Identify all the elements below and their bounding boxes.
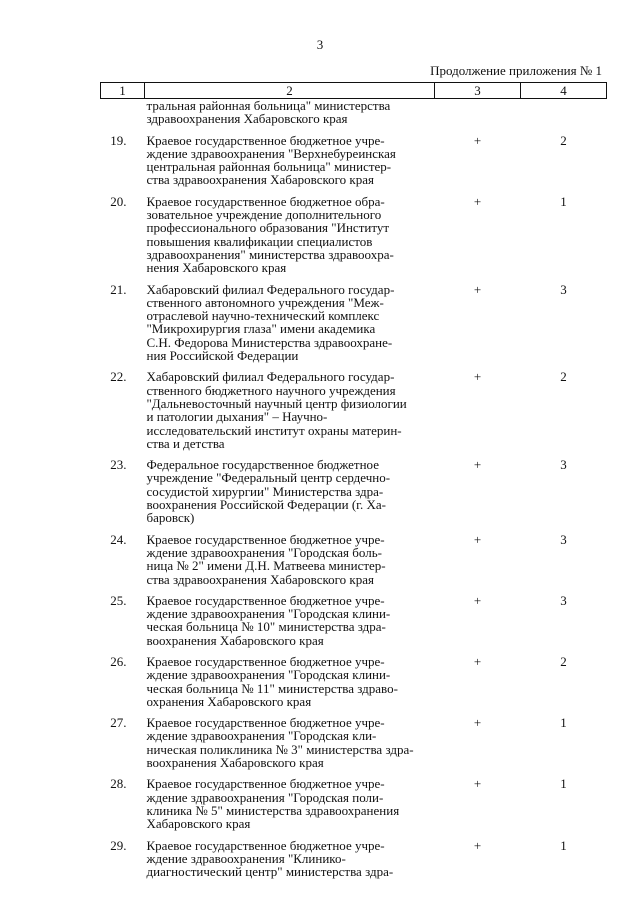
column-4-count: 3 xyxy=(560,531,567,547)
institution-name-line: баровск) xyxy=(146,510,195,526)
table-row xyxy=(101,370,607,458)
column-3-mark: + xyxy=(473,369,482,385)
column-3-mark: + xyxy=(473,281,482,297)
institution-name-line: Хабаровский филиал Федерального государ- xyxy=(146,281,395,297)
institution-name xyxy=(145,594,435,655)
institution-name xyxy=(145,655,435,716)
institution-name-line: "Микрохирургия глаза" имени академика xyxy=(146,321,376,337)
column-4-count: 1 xyxy=(560,837,567,853)
row-number: 20. xyxy=(110,193,127,209)
column-3-mark: + xyxy=(473,837,482,853)
table-row xyxy=(101,594,607,655)
column-4-count: 3 xyxy=(560,457,567,473)
institution-name-line: Федеральное государственное бюджетное xyxy=(146,457,379,473)
column-4-count: 1 xyxy=(560,193,567,209)
institution-name-line: ства здравоохранения Хабаровского края xyxy=(146,571,374,587)
row-number: 27. xyxy=(110,715,127,731)
institution-name-line: профессионального образования "Институт xyxy=(146,220,390,236)
institution-name-line: и патологии дыхания" – Научно- xyxy=(146,409,328,425)
institution-name-line: ница № 2" имени Д.Н. Матвеева министер- xyxy=(146,558,386,574)
row-number: 24. xyxy=(110,531,127,547)
institution-name xyxy=(145,777,435,838)
institution-name-line: тральная районная больница" министерства xyxy=(146,98,391,113)
institution-name-line: ническая поликлиника № 3" министерства здра- xyxy=(146,741,414,757)
institution-name-line: исследовательский институт охраны материн- xyxy=(146,422,402,438)
institution-name-line: ждение здравоохранения "Верхнебуреинская xyxy=(146,145,396,161)
column-4-count: 2 xyxy=(560,369,567,385)
column-3-mark: + xyxy=(473,653,482,669)
row-number: 26. xyxy=(110,653,127,669)
institution-name-line: охранения Хабаровского края xyxy=(146,693,312,709)
institution-name-line: отраслевой научно-технический комплекс xyxy=(146,308,380,324)
institution-name-line: диагностический центр" министерства здра- xyxy=(146,864,394,880)
row-number: 23. xyxy=(110,457,127,473)
table-body xyxy=(101,99,607,887)
institution-name xyxy=(145,458,435,532)
institution-name-line: ства здравоохранения Хабаровского края xyxy=(146,172,374,188)
row-number: 28. xyxy=(110,776,127,792)
row-number: 21. xyxy=(110,281,127,297)
institutions-table xyxy=(100,82,607,886)
institution-name xyxy=(145,134,435,195)
institution-name-line: ческая больница № 10" министерства здра- xyxy=(146,619,386,635)
institution-name-line: ждение здравоохранения "Городская кли- xyxy=(146,728,377,744)
institution-name-line: учреждение "Федеральный центр сердечно- xyxy=(146,470,391,486)
column-3-mark: + xyxy=(473,457,482,473)
column-3-mark: + xyxy=(473,531,482,547)
table-row xyxy=(101,195,607,283)
column-3-mark xyxy=(435,99,521,134)
table-row xyxy=(101,655,607,716)
table-header xyxy=(101,83,607,99)
institution-name-line: здравоохранения Хабаровского края xyxy=(146,111,348,127)
institution-name-line: центральная районная больница" министер- xyxy=(146,159,392,175)
header-col-3: 3 xyxy=(435,83,521,99)
institution-name xyxy=(145,839,435,887)
institution-name-line: ства и детства xyxy=(146,435,225,451)
table-row xyxy=(101,134,607,195)
institution-name-line: клиника № 5" министерства здравоохранения xyxy=(146,802,400,818)
institution-name-line: ческая больница № 11" министерства здраво- xyxy=(146,680,398,696)
table-row xyxy=(101,533,607,594)
column-4-count: 1 xyxy=(560,715,567,731)
institution-name-line: повышения квалификации специалистов xyxy=(146,233,373,249)
institution-name-line: воохранения Хабаровского края xyxy=(146,632,324,648)
institution-name xyxy=(145,716,435,777)
institution-name xyxy=(145,195,435,283)
column-3-mark: + xyxy=(473,132,482,148)
row-number: 19. xyxy=(110,132,127,148)
institution-name-line: Краевое государственное бюджетное учре- xyxy=(146,837,385,853)
institution-name xyxy=(145,533,435,594)
institution-name-line: ственного автономного учреждения "Меж- xyxy=(146,294,384,310)
table-row xyxy=(101,716,607,777)
table-row xyxy=(101,99,607,134)
institution-name-line: ждение здравоохранения "Городская поли- xyxy=(146,789,384,805)
table-row xyxy=(101,839,607,887)
header-col-2: 2 xyxy=(145,83,435,99)
row-number xyxy=(101,99,145,134)
institution-name-line: Краевое государственное бюджетное учре- xyxy=(146,715,385,731)
institution-name-line: Краевое государственное бюджетное учре- xyxy=(146,592,385,608)
institution-name-line: ждение здравоохранения "Городская клини- xyxy=(146,667,391,683)
institution-name-line: Краевое государственное бюджетное учре- xyxy=(146,776,385,792)
institution-name-line: ждение здравоохранения "Городская клини- xyxy=(146,606,391,622)
column-4-count: 3 xyxy=(560,281,567,297)
institution-name-line: "Дальневосточный научный центр физиологии xyxy=(146,395,407,411)
institution-name-line: ственного бюджетного научного учреждения xyxy=(146,382,396,398)
institution-name xyxy=(145,370,435,458)
header-col-4: 4 xyxy=(521,83,607,99)
institution-name-line: сосудистой хирургии" Министерства здра- xyxy=(146,483,384,499)
institution-name-line: ждение здравоохранения "Городская боль- xyxy=(146,544,382,560)
institution-name-line: Краевое государственное бюджетное обра- xyxy=(146,193,385,209)
column-4-count: 2 xyxy=(560,653,567,669)
column-4-count: 3 xyxy=(560,592,567,608)
column-3-mark: + xyxy=(473,592,482,608)
column-4-count: 1 xyxy=(560,776,567,792)
institution-name-line: воохранения Хабаровского края xyxy=(146,755,324,771)
institution-name-line: Краевое государственное бюджетное учре- xyxy=(146,653,385,669)
header-col-1: 1 xyxy=(101,83,145,99)
continuation-label: Продолжение приложения № 1 xyxy=(430,63,602,78)
column-3-mark: + xyxy=(473,776,482,792)
institution-name-line: Хабаровского края xyxy=(146,816,251,832)
table-row xyxy=(101,458,607,532)
row-number: 25. xyxy=(110,592,127,608)
institution-name-line: Краевое государственное бюджетное учре- xyxy=(146,132,385,148)
table-row xyxy=(101,777,607,838)
institution-name-line: ждение здравоохранения "Клинико- xyxy=(146,850,346,866)
institution-name-line: зовательное учреждение дополнительного xyxy=(146,207,382,223)
column-3-mark: + xyxy=(473,715,482,731)
row-number: 29. xyxy=(110,837,127,853)
institution-name-line: здравоохранения" министерства здравоохра- xyxy=(146,246,394,262)
institution-name-line: нения Хабаровского края xyxy=(146,260,287,276)
institution-name-line: Краевое государственное бюджетное учре- xyxy=(146,531,385,547)
row-number: 22. xyxy=(110,369,127,385)
column-3-mark: + xyxy=(473,193,482,209)
column-4-count xyxy=(521,99,607,134)
institution-name-line: С.Н. Федорова Министерства здравоохране- xyxy=(146,334,393,350)
page-number: 3 xyxy=(316,37,324,52)
table-row xyxy=(101,283,607,371)
institution-name-line: ния Российской Федерации xyxy=(146,348,299,364)
institution-name xyxy=(145,99,435,134)
institution-name xyxy=(145,283,435,371)
institution-name-line: воохранения Российской Федерации (г. Ха- xyxy=(146,497,387,513)
column-4-count: 2 xyxy=(560,132,567,148)
institution-name-line: Хабаровский филиал Федерального государ- xyxy=(146,369,395,385)
table-header-row xyxy=(101,83,607,99)
